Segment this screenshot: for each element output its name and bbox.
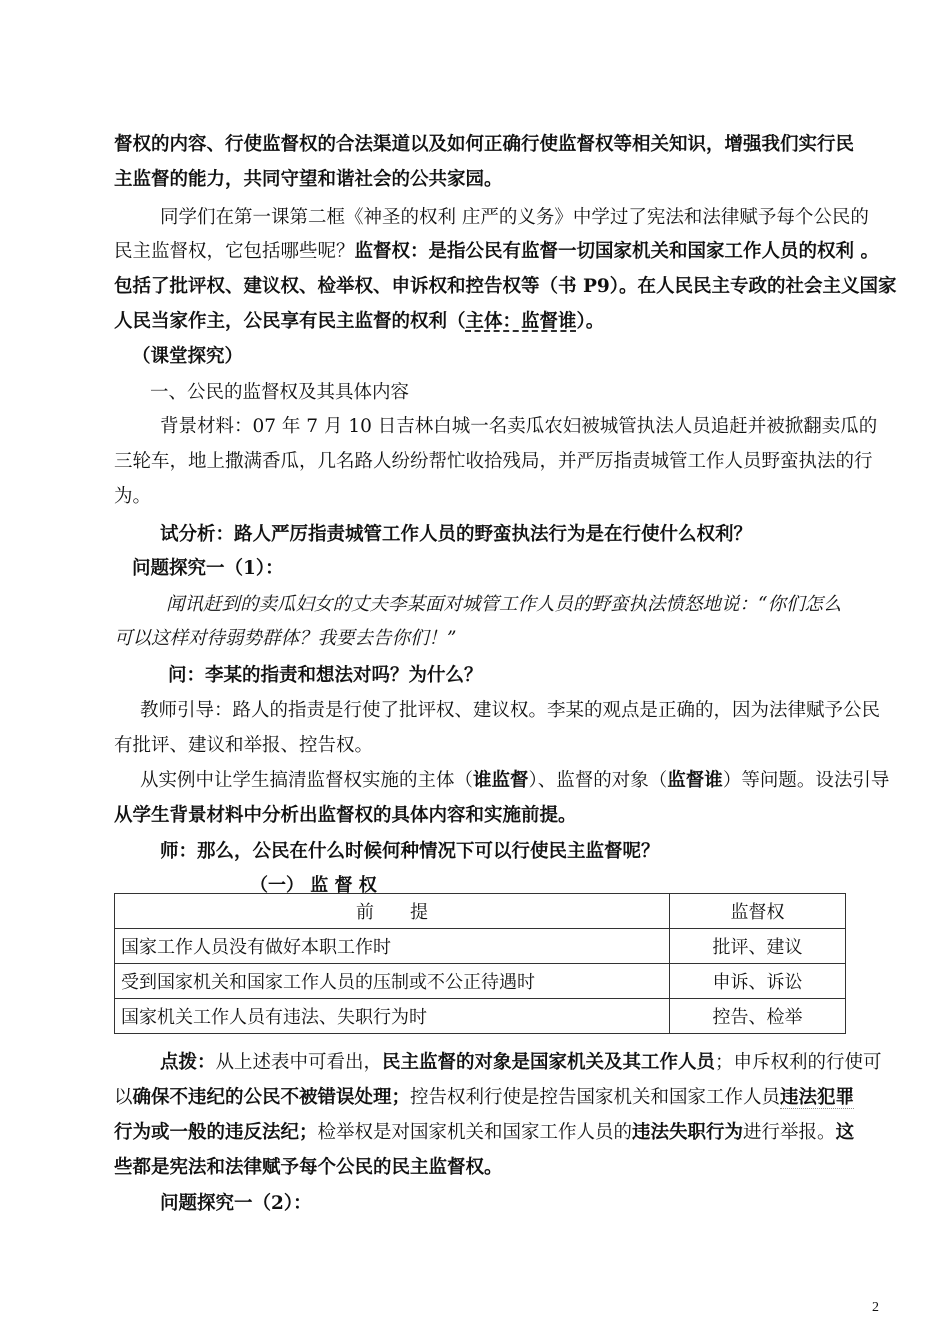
paragraph-line: 督权的内容、行使监督权的合法渠道以及如何正确行使监督权等相关知识，增强我们实行民	[114, 134, 855, 155]
paragraph-line: 主监督的能力，共同守望和谐社会的公共家园。	[114, 169, 503, 190]
paragraph-line	[114, 309, 884, 335]
table-header-row	[115, 894, 846, 929]
section-heading: 一、公民的监督权及其具体内容	[150, 382, 410, 403]
paragraph-line	[114, 1085, 884, 1111]
right-cell: 控告、检举	[670, 999, 846, 1034]
text-span: ）等问题。设法引导	[722, 770, 890, 791]
table-row	[115, 964, 846, 999]
bold-text: 确保不违纪的公民不被错误处理；	[132, 1087, 411, 1108]
paragraph-line: 教师引导：路人的指责是行使了批评权、建议权。李某的观点是正确的，因为法律赋予公民	[140, 700, 881, 721]
highlight-text: 主体：监督谁	[465, 311, 577, 332]
bold-text: 行为或一般的违反法纪；	[114, 1122, 318, 1143]
bold-text: 违法失职行为	[632, 1122, 744, 1143]
header-premise: 前 提	[115, 894, 670, 929]
bold-text: 谁监督	[473, 770, 529, 791]
text-span: 以	[114, 1087, 133, 1108]
paragraph-line: 为。	[114, 486, 152, 507]
table-row	[115, 929, 846, 964]
bold-text: 违法犯罪	[780, 1087, 855, 1108]
paragraph-line: 从学生背景材料中分析出监督权的具体内容和实施前提。	[114, 805, 577, 826]
bold-text: 民主监督的对象是国家机关及其工作人员	[382, 1052, 716, 1073]
definition-text: 监督权：是指公民有监督一切国家机关和国家工作人员的权利 。	[354, 241, 879, 262]
table-row	[115, 999, 846, 1034]
premise-cell: 国家工作人员没有做好本职工作时	[115, 929, 670, 964]
supervision-table	[114, 893, 846, 1034]
paragraph-line	[160, 1050, 884, 1076]
bold-text: 这	[835, 1122, 855, 1143]
question-title: 问题探究一（2）：	[160, 1193, 312, 1214]
text-span: 进行举报。	[743, 1122, 836, 1143]
section-label: （课堂探究）	[132, 346, 244, 367]
table-caption: （一） 监 督 权	[250, 875, 377, 896]
paragraph-line: 背景材料：07 年 7 月 10 日吉林白城一名卖瓜农妇被城管执法人员追赶并被掀翻卖瓜的	[160, 416, 878, 437]
text-span: ）。	[576, 311, 605, 332]
paragraph-line	[114, 239, 884, 265]
page-number: 2	[872, 1300, 879, 1315]
paragraph-line: 包括了批评权、建议权、检举权、申诉权和控告权等（书 P9）。在人民民主专政的社会主义国家	[114, 276, 897, 297]
teacher-question: 师：那么，公民在什么时候何种情况下可以行使民主监督呢？	[160, 841, 660, 862]
premise-cell: 国家机关工作人员有违法、失职行为时	[115, 999, 670, 1034]
text-span: 检举权是对国家机关和国家工作人员的	[317, 1122, 633, 1143]
paragraph-line	[140, 768, 890, 794]
paragraph-line: 有批评、建议和举报、控告权。	[114, 735, 374, 756]
question-text: 问：李某的指责和想法对吗？为什么？	[168, 665, 483, 686]
text-span: 从实例中让学生搞清监督权实施的主体（	[140, 770, 474, 791]
question-title: 问题探究一（1）：	[132, 558, 284, 579]
bold-text: 点拨：	[160, 1052, 216, 1073]
paragraph-line: 些都是宪法和法律赋予每个公民的民主监督权。	[114, 1157, 503, 1178]
text-span: 民主监督权，它包括哪些呢？	[114, 241, 355, 262]
quote-line: 可以这样对待弱势群体？我要去告你们！”	[114, 628, 457, 649]
paragraph-line: 三轮车，地上撒满香瓜，几名路人纷纷帮忙收拾残局，并严厉指责城管工作人员野蛮执法的行	[114, 451, 873, 472]
right-cell: 申诉、诉讼	[670, 964, 846, 999]
bold-text: 监督谁	[667, 770, 723, 791]
premise-cell: 受到国家机关和国家工作人员的压制或不公正待遇时	[115, 964, 670, 999]
text-span: 从上述表中可看出，	[215, 1052, 383, 1073]
header-right: 监督权	[670, 894, 846, 929]
text-span: 人民当家作主，公民享有民主监督的权利（	[114, 311, 466, 332]
right-cell: 批评、建议	[670, 929, 846, 964]
quote-line: 闻讯赶到的卖瓜妇女的丈夫李某面对城管工作人员的野蛮执法愤怒地说：“你们怎么	[166, 594, 842, 615]
analysis-question: 试分析：路人严厉指责城管工作人员的野蛮执法行为是在行使什么权利？	[160, 524, 753, 545]
paragraph-line: 同学们在第一课第二框《神圣的权利 庄严的义务》中学过了宪法和法律赋予每个公民的	[160, 207, 869, 228]
text-span: ；申斥权利的行使可	[715, 1052, 882, 1073]
paragraph-line	[114, 1120, 884, 1146]
text-span: 控告权利行使是控告国家机关和国家工作人员	[410, 1087, 781, 1108]
text-span: ）、监督的对象（	[528, 770, 668, 791]
